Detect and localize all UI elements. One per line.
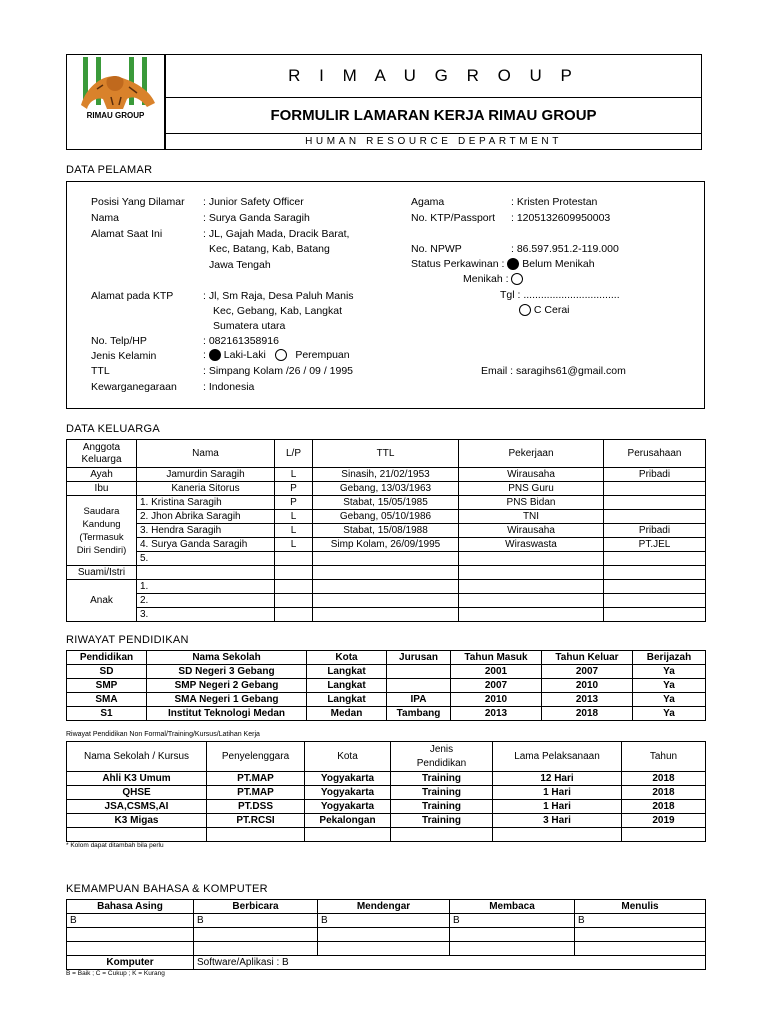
- radio-perempuan-icon[interactable]: [275, 349, 287, 361]
- posisi-label: Posisi Yang Dilamar: [91, 196, 185, 208]
- table-cell[interactable]: Ahli K3 Umum: [67, 772, 207, 786]
- table-cell[interactable]: PT.MAP: [207, 772, 305, 786]
- table-cell[interactable]: Stabat, 15/08/1988: [313, 524, 459, 538]
- table-cell[interactable]: B: [575, 914, 706, 928]
- table-cell[interactable]: Institut Teknologi Medan: [147, 707, 307, 721]
- table-cell[interactable]: K3 Migas: [67, 814, 207, 828]
- table-row: [67, 552, 706, 566]
- table-cell[interactable]: [67, 828, 207, 842]
- anak-label: Anak: [67, 580, 137, 622]
- header-nama-kursus: Nama Sekolah / Kursus: [67, 742, 207, 772]
- alamat-line2[interactable]: Kec, Batang, Kab, Batang: [209, 243, 330, 255]
- table-cell[interactable]: IPA: [387, 693, 451, 707]
- nonformal-caption: Riwayat Pendidikan Non Formal/Training/Kursus/Latihan Kerja: [66, 731, 260, 738]
- header-nama: Nama: [137, 440, 275, 468]
- table-cell[interactable]: 2018: [622, 786, 706, 800]
- table-row: [67, 786, 706, 800]
- table-cell[interactable]: Ya: [633, 665, 706, 679]
- table-cell[interactable]: PT.RCSI: [207, 814, 305, 828]
- table-cell[interactable]: [391, 828, 493, 842]
- cerai-row: [519, 304, 570, 316]
- telp-label: No. Telp/HP: [91, 335, 147, 347]
- table-cell[interactable]: [387, 679, 451, 693]
- table-cell[interactable]: B: [194, 914, 318, 928]
- table-cell[interactable]: [275, 566, 313, 580]
- ktp-alamat-line2[interactable]: Kec, Gebang, Kab, Langkat: [213, 305, 343, 317]
- table-row: [67, 468, 706, 482]
- header-pendidikan: Pendidikan: [67, 651, 147, 665]
- table-cell[interactable]: S1: [67, 707, 147, 721]
- table-cell[interactable]: [313, 566, 459, 580]
- data-pelamar-box: [66, 181, 705, 409]
- table-cell[interactable]: [459, 608, 604, 622]
- table-cell[interactable]: 1. Kristina Saragih: [137, 496, 275, 510]
- table-cell[interactable]: SMP Negeri 2 Gebang: [147, 679, 307, 693]
- table-cell[interactable]: Gebang, 05/10/1986: [313, 510, 459, 524]
- table-cell[interactable]: Yogyakarta: [305, 772, 391, 786]
- table-cell[interactable]: B: [67, 914, 194, 928]
- table-cell[interactable]: SD Negeri 3 Gebang: [147, 665, 307, 679]
- npwp-label: No. NPWP: [411, 243, 462, 255]
- table-row: [67, 928, 706, 942]
- table-row: [67, 482, 706, 496]
- table-cell[interactable]: [275, 580, 313, 594]
- header-bahasa-asing: Bahasa Asing: [67, 900, 194, 914]
- table-cell[interactable]: 2013: [542, 693, 633, 707]
- bahasa-legend: B = Baik ; C = Cukup ; K = Kurang: [66, 970, 165, 977]
- table-cell[interactable]: Training: [391, 772, 493, 786]
- keluarga-table: [66, 439, 706, 622]
- ktpno-label: No. KTP/Passport: [411, 212, 496, 224]
- ktp-alamat-label: Alamat pada KTP: [91, 290, 174, 302]
- company-name: [165, 54, 702, 97]
- header-kota: Kota: [307, 651, 387, 665]
- table-cell[interactable]: Yogyakarta: [305, 786, 391, 800]
- header-nama-sekolah: Nama Sekolah: [147, 651, 307, 665]
- table-cell[interactable]: [275, 608, 313, 622]
- table-row: [67, 772, 706, 786]
- table-cell[interactable]: Wirausaha: [459, 524, 604, 538]
- ibu-label: Ibu: [67, 482, 137, 496]
- table-cell[interactable]: Wiraswasta: [459, 538, 604, 552]
- table-cell[interactable]: [604, 580, 706, 594]
- table-cell[interactable]: [275, 552, 313, 566]
- ktpno-value[interactable]: : 1205132609950003: [511, 212, 611, 224]
- cerai-label: C Cerai: [533, 304, 570, 316]
- header-tahun-keluar: Tahun Keluar: [542, 651, 633, 665]
- table-cell[interactable]: [575, 942, 706, 956]
- table-cell[interactable]: Pribadi: [604, 524, 706, 538]
- table-cell[interactable]: [207, 828, 305, 842]
- warga-label: Kewarganegaraan: [91, 381, 177, 393]
- table-cell[interactable]: [313, 580, 459, 594]
- table-cell[interactable]: [387, 665, 451, 679]
- table-cell[interactable]: Kaneria Sitorus: [137, 482, 275, 496]
- form-title-text: FORMULIR LAMARAN KERJA RIMAU GROUP: [270, 107, 597, 124]
- form-title: [165, 97, 702, 133]
- table-cell[interactable]: Ya: [633, 679, 706, 693]
- header-menulis: Menulis: [575, 900, 706, 914]
- tgl-label[interactable]: Tgl : .................................: [500, 289, 620, 301]
- table-cell[interactable]: [459, 594, 604, 608]
- table-row: [67, 580, 706, 594]
- table-cell[interactable]: SMA: [67, 693, 147, 707]
- table-cell[interactable]: Pribadi: [604, 468, 706, 482]
- status-menikah-label: Menikah :: [463, 273, 509, 285]
- table-cell[interactable]: Ya: [633, 693, 706, 707]
- table-row: [67, 665, 706, 679]
- header-tahun: Tahun: [622, 742, 706, 772]
- table-cell[interactable]: [575, 928, 706, 942]
- table-cell[interactable]: 5.: [137, 552, 275, 566]
- header-membaca: Membaca: [450, 900, 575, 914]
- table-cell[interactable]: Tambang: [387, 707, 451, 721]
- suami-label: Suami/Istri: [67, 566, 137, 580]
- table-cell[interactable]: 2. Jhon Abrika Saragih: [137, 510, 275, 524]
- table-cell[interactable]: Training: [391, 800, 493, 814]
- table-cell[interactable]: 2010: [451, 693, 542, 707]
- table-row: [67, 914, 706, 928]
- table-cell[interactable]: [318, 928, 450, 942]
- table-row: [67, 693, 706, 707]
- table-cell[interactable]: Langkat: [307, 693, 387, 707]
- table-cell[interactable]: [604, 510, 706, 524]
- table-cell[interactable]: Training: [391, 814, 493, 828]
- table-row: [67, 524, 706, 538]
- table-cell[interactable]: Simp Kolam, 26/09/1995: [313, 538, 459, 552]
- keluarga-header-row: [67, 440, 706, 468]
- table-row: [67, 828, 706, 842]
- header-penyelenggara: Penyelenggara: [207, 742, 305, 772]
- table-cell[interactable]: [137, 566, 275, 580]
- nama-label: Nama: [91, 212, 120, 224]
- department: [165, 133, 702, 150]
- table-cell[interactable]: 2019: [622, 814, 706, 828]
- table-cell[interactable]: L: [275, 524, 313, 538]
- table-cell[interactable]: TNI: [459, 510, 604, 524]
- table-cell[interactable]: PT.JEL: [604, 538, 706, 552]
- table-cell[interactable]: 1 Hari: [493, 800, 622, 814]
- ttl-value[interactable]: : Simpang Kolam /26 / 09 / 1995: [203, 365, 354, 377]
- table-cell[interactable]: Training: [391, 786, 493, 800]
- table-cell[interactable]: [313, 594, 459, 608]
- status-label: Status Perkawinan :: [411, 258, 505, 270]
- header-kota: Kota: [305, 742, 391, 772]
- bahasa-header-row: [67, 900, 706, 914]
- table-cell[interactable]: Sinasih, 21/02/1953: [313, 468, 459, 482]
- tiger-logo-icon: [67, 55, 164, 149]
- jk-perempuan-label: Perempuan: [295, 349, 350, 361]
- table-cell[interactable]: [450, 928, 575, 942]
- nonformal-table: [66, 741, 706, 842]
- table-cell[interactable]: Pekalongan: [305, 814, 391, 828]
- table-cell[interactable]: [313, 552, 459, 566]
- table-cell[interactable]: 2018: [622, 772, 706, 786]
- pendidikan-header-row: [67, 651, 706, 665]
- header-pekerjaan: Pekerjaan: [459, 440, 604, 468]
- table-row: [67, 942, 706, 956]
- status-belum-label: Belum Menikah: [522, 258, 595, 270]
- npwp-value[interactable]: : 86.597.951.2-119.000: [511, 243, 619, 255]
- menikah-row: [463, 273, 523, 285]
- radio-menikah-icon[interactable]: [511, 273, 523, 285]
- table-cell[interactable]: Gebang, 13/03/1963: [313, 482, 459, 496]
- table-row: [67, 496, 706, 510]
- table-cell[interactable]: Yogyakarta: [305, 800, 391, 814]
- table-row: [67, 956, 706, 970]
- table-cell[interactable]: 1.: [137, 580, 275, 594]
- nonformal-header-row: [67, 742, 706, 772]
- table-cell[interactable]: SD: [67, 665, 147, 679]
- table-cell[interactable]: [604, 482, 706, 496]
- table-cell[interactable]: [313, 608, 459, 622]
- table-cell[interactable]: P: [275, 482, 313, 496]
- table-cell[interactable]: Langkat: [307, 665, 387, 679]
- table-cell[interactable]: 3. Hendra Saragih: [137, 524, 275, 538]
- agama-value[interactable]: : Kristen Protestan: [511, 196, 598, 208]
- saudara-label: Saudara Kandung (Termasuk Diri Sendiri): [67, 496, 137, 566]
- komputer-label: Komputer: [67, 956, 194, 970]
- radio-belum-menikah-icon[interactable]: [507, 258, 519, 270]
- table-cell[interactable]: L: [275, 468, 313, 482]
- table-cell[interactable]: L: [275, 510, 313, 524]
- jk-colon: :: [203, 349, 206, 361]
- table-cell[interactable]: Stabat, 15/05/1985: [313, 496, 459, 510]
- table-cell[interactable]: P: [275, 496, 313, 510]
- jk-laki-label: Laki-Laki: [223, 349, 266, 361]
- logo-text: RIMAU GROUP: [86, 111, 145, 120]
- radio-laki-icon[interactable]: [209, 349, 221, 361]
- table-cell[interactable]: [194, 928, 318, 942]
- table-cell[interactable]: 3.: [137, 608, 275, 622]
- table-cell[interactable]: 2018: [622, 800, 706, 814]
- table-cell[interactable]: [459, 580, 604, 594]
- table-cell[interactable]: 4. Surya Ganda Saragih: [137, 538, 275, 552]
- table-cell[interactable]: [450, 942, 575, 956]
- table-cell[interactable]: 2013: [451, 707, 542, 721]
- table-cell[interactable]: Jamurdin Saragih: [137, 468, 275, 482]
- table-cell[interactable]: L: [275, 538, 313, 552]
- company-logo: [66, 54, 165, 150]
- table-cell[interactable]: [459, 566, 604, 580]
- table-cell[interactable]: [604, 566, 706, 580]
- table-cell[interactable]: 2010: [542, 679, 633, 693]
- table-cell[interactable]: [604, 594, 706, 608]
- header-berbicara: Berbicara: [194, 900, 318, 914]
- posisi-value[interactable]: : Junior Safety Officer: [203, 196, 304, 208]
- agama-label: Agama: [411, 196, 445, 208]
- table-cell[interactable]: SMP: [67, 679, 147, 693]
- table-cell[interactable]: [622, 828, 706, 842]
- table-cell[interactable]: 2001: [451, 665, 542, 679]
- table-cell[interactable]: JSA,CSMS,AI: [67, 800, 207, 814]
- header-lp: L/P: [275, 440, 313, 468]
- alamat-line3[interactable]: Jawa Tengah: [209, 259, 271, 271]
- table-cell[interactable]: [305, 828, 391, 842]
- alamat-label: Alamat Saat Ini: [91, 228, 163, 240]
- email-value[interactable]: Email : saragihs61@gmail.com: [481, 365, 626, 377]
- company-name-text: R I M A U G R O U P: [288, 66, 579, 85]
- ktp-alamat-line3[interactable]: Sumatera utara: [213, 320, 286, 332]
- jk-options: [203, 349, 350, 361]
- alamat-line1[interactable]: : JL, Gajah Mada, Dracik Barat,: [203, 228, 350, 240]
- header-anggota: Anggota Keluarga: [67, 440, 137, 468]
- table-cell[interactable]: PT.MAP: [207, 786, 305, 800]
- table-cell[interactable]: 2018: [542, 707, 633, 721]
- table-row: [67, 679, 706, 693]
- table-cell[interactable]: 2007: [542, 665, 633, 679]
- pendidikan-title: RIWAYAT PENDIDIKAN: [66, 634, 189, 646]
- ktp-alamat-line1[interactable]: : Jl, Sm Raja, Desa Paluh Manis: [203, 290, 354, 302]
- table-cell[interactable]: 2.: [137, 594, 275, 608]
- table-cell[interactable]: Medan: [307, 707, 387, 721]
- ttl-label: TTL: [91, 365, 110, 377]
- table-cell[interactable]: [194, 942, 318, 956]
- table-row: [67, 594, 706, 608]
- table-cell[interactable]: Wirausaha: [459, 468, 604, 482]
- header-lama-pelaksanaan: Lama Pelaksanaan: [493, 742, 622, 772]
- table-cell[interactable]: [67, 942, 194, 956]
- ayah-label: Ayah: [67, 468, 137, 482]
- table-cell[interactable]: SMA Negeri 1 Gebang: [147, 693, 307, 707]
- table-cell[interactable]: PNS Guru: [459, 482, 604, 496]
- table-row: [67, 608, 706, 622]
- header-jurusan: Jurusan: [387, 651, 451, 665]
- header-ttl: TTL: [313, 440, 459, 468]
- header-berijazah: Berijazah: [633, 651, 706, 665]
- table-row: [67, 707, 706, 721]
- bahasa-table: [66, 899, 706, 970]
- table-cell[interactable]: Langkat: [307, 679, 387, 693]
- table-cell[interactable]: [604, 608, 706, 622]
- table-row: [67, 510, 706, 524]
- software-value[interactable]: Software/Aplikasi : B: [194, 956, 706, 970]
- table-cell[interactable]: [459, 552, 604, 566]
- department-text: HUMAN RESOURCE DEPARTMENT: [305, 136, 562, 147]
- table-cell[interactable]: Ya: [633, 707, 706, 721]
- warga-value[interactable]: : Indonesia: [203, 381, 255, 393]
- table-row: [67, 538, 706, 552]
- table-cell[interactable]: QHSE: [67, 786, 207, 800]
- nonformal-note: * Kolom dapat ditambah bila perlu: [66, 842, 164, 849]
- table-row: [67, 800, 706, 814]
- jk-label: Jenis Kelamin: [91, 350, 157, 362]
- table-cell[interactable]: 2007: [451, 679, 542, 693]
- header-perusahaan: Perusahaan: [604, 440, 706, 468]
- table-cell[interactable]: PT.DSS: [207, 800, 305, 814]
- radio-cerai-icon[interactable]: [519, 304, 531, 316]
- table-cell[interactable]: 1 Hari: [493, 786, 622, 800]
- data-pelamar-title: DATA PELAMAR: [66, 164, 153, 176]
- header-mendengar: Mendengar: [318, 900, 450, 914]
- header-jenis-pendidikan: Jenis Pendidikan: [391, 742, 493, 772]
- table-row: [67, 566, 706, 580]
- table-cell[interactable]: [318, 942, 450, 956]
- table-cell[interactable]: [67, 928, 194, 942]
- telp-value[interactable]: : 082161358916: [203, 335, 279, 347]
- table-cell[interactable]: B: [450, 914, 575, 928]
- table-cell[interactable]: [604, 496, 706, 510]
- table-cell[interactable]: 3 Hari: [493, 814, 622, 828]
- status-row: [411, 258, 595, 270]
- bahasa-title: KEMAMPUAN BAHASA & KOMPUTER: [66, 883, 268, 895]
- data-keluarga-title: DATA KELUARGA: [66, 423, 160, 435]
- nama-value[interactable]: : Surya Ganda Saragih: [203, 212, 310, 224]
- table-cell[interactable]: B: [318, 914, 450, 928]
- table-cell[interactable]: [275, 594, 313, 608]
- table-cell[interactable]: [604, 552, 706, 566]
- table-row: [67, 814, 706, 828]
- header-tahun-masuk: Tahun Masuk: [451, 651, 542, 665]
- table-cell[interactable]: 12 Hari: [493, 772, 622, 786]
- pendidikan-table: [66, 650, 706, 721]
- table-cell[interactable]: PNS Bidan: [459, 496, 604, 510]
- table-cell[interactable]: [493, 828, 622, 842]
